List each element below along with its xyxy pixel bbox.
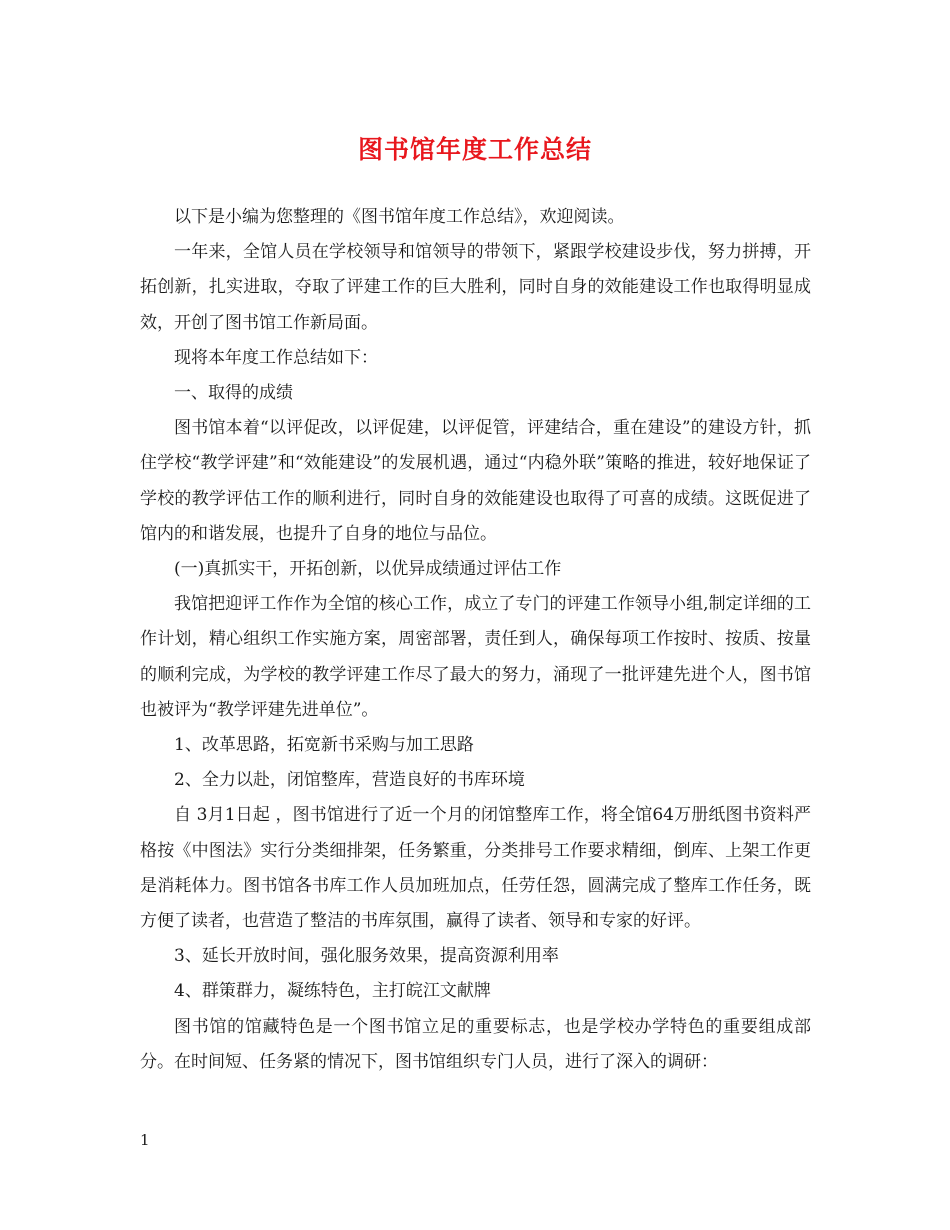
paragraph-achievements: 图书馆本着“以评促改，以评促建，以评促管，评建结合，重在建设”的建设方针，抓住学校“教学评建”和“效能建设”的发展机遇，通过“内稳外联”策略的推进，较好地保证了学校的教学评估工作的顺利进行，同时自身的效能建设也取得了可喜的成绩。这既促进了馆内的和谐发展，也提升了自身的地位与品位。 (140, 418, 811, 544)
item-heading-stacks: 2、全力以赴，闭馆整库，营造良好的书库环境 (174, 770, 525, 791)
paragraph-evaluation: 我馆把迎评工作作为全馆的核心工作，成立了专门的评建工作领导小组,制定详细的工作计划，精心组织工作实施方案，周密部署，责任到人，确保每项工作按时、按质、按量的顺利完成，为学校的教学评建工作尽了最大的努力，涌现了一批评建先进个人，图书馆也被评为“教学评建先进单位”。 (140, 594, 811, 720)
page-number: 1 (140, 1131, 150, 1149)
paragraph-summary-lead: 现将本年度工作总结如下： (174, 347, 378, 368)
item-heading-procurement: 1、改革思路，拓宽新书采购与加工思路 (174, 735, 474, 756)
document-title: 图书馆年度工作总结 (357, 135, 592, 164)
document-body (140, 200, 811, 1080)
paragraph-intro: 以下是小编为您整理的《图书馆年度工作总结》，欢迎阅读。 (174, 207, 625, 227)
subsection-heading-evaluation: (一)真抓实干，开拓创新，以优异成绩通过评估工作 (174, 559, 562, 580)
paragraph-stacks: 自 3月1日起 ，图书馆进行了近一个月的闭馆整库工作，将全馆64万册纸图书资料严格按《中图法》实行分类细排架，任务繁重，分类排号工作要求精细，倒库、上架工作更是消耗体力。图书馆各书库工作人员加班加点，任劳任怨，圆满完成了整库工作任务，既方便了读者，也营造了整洁的书库氛围，赢得了读者、领导和专家的好评。 (140, 805, 811, 932)
section-heading-achievements: 一、取得的成绩 (174, 383, 293, 404)
item-heading-special-collection: 4、群策群力，凝练特色，主打皖江文献牌 (174, 981, 491, 1002)
paragraph-overview: 一年来，全馆人员在学校领导和馆领导的带领下，紧跟学校建设步伐，努力拼搏，开拓创新，扎实进取，夺取了评建工作的巨大胜利，同时自身的效能建设工作也取得明显成效，开创了图书馆工作新局面。 (140, 242, 811, 333)
item-heading-opening-hours: 3、延长开放时间，强化服务效果，提高资源利用率 (174, 946, 559, 967)
paragraph-special-collection: 图书馆的馆藏特色是一个图书馆立足的重要标志，也是学校办学特色的重要组成部分。在时间短、任务紧的情况下，图书馆组织专门人员，进行了深入的调研： (140, 1016, 811, 1072)
